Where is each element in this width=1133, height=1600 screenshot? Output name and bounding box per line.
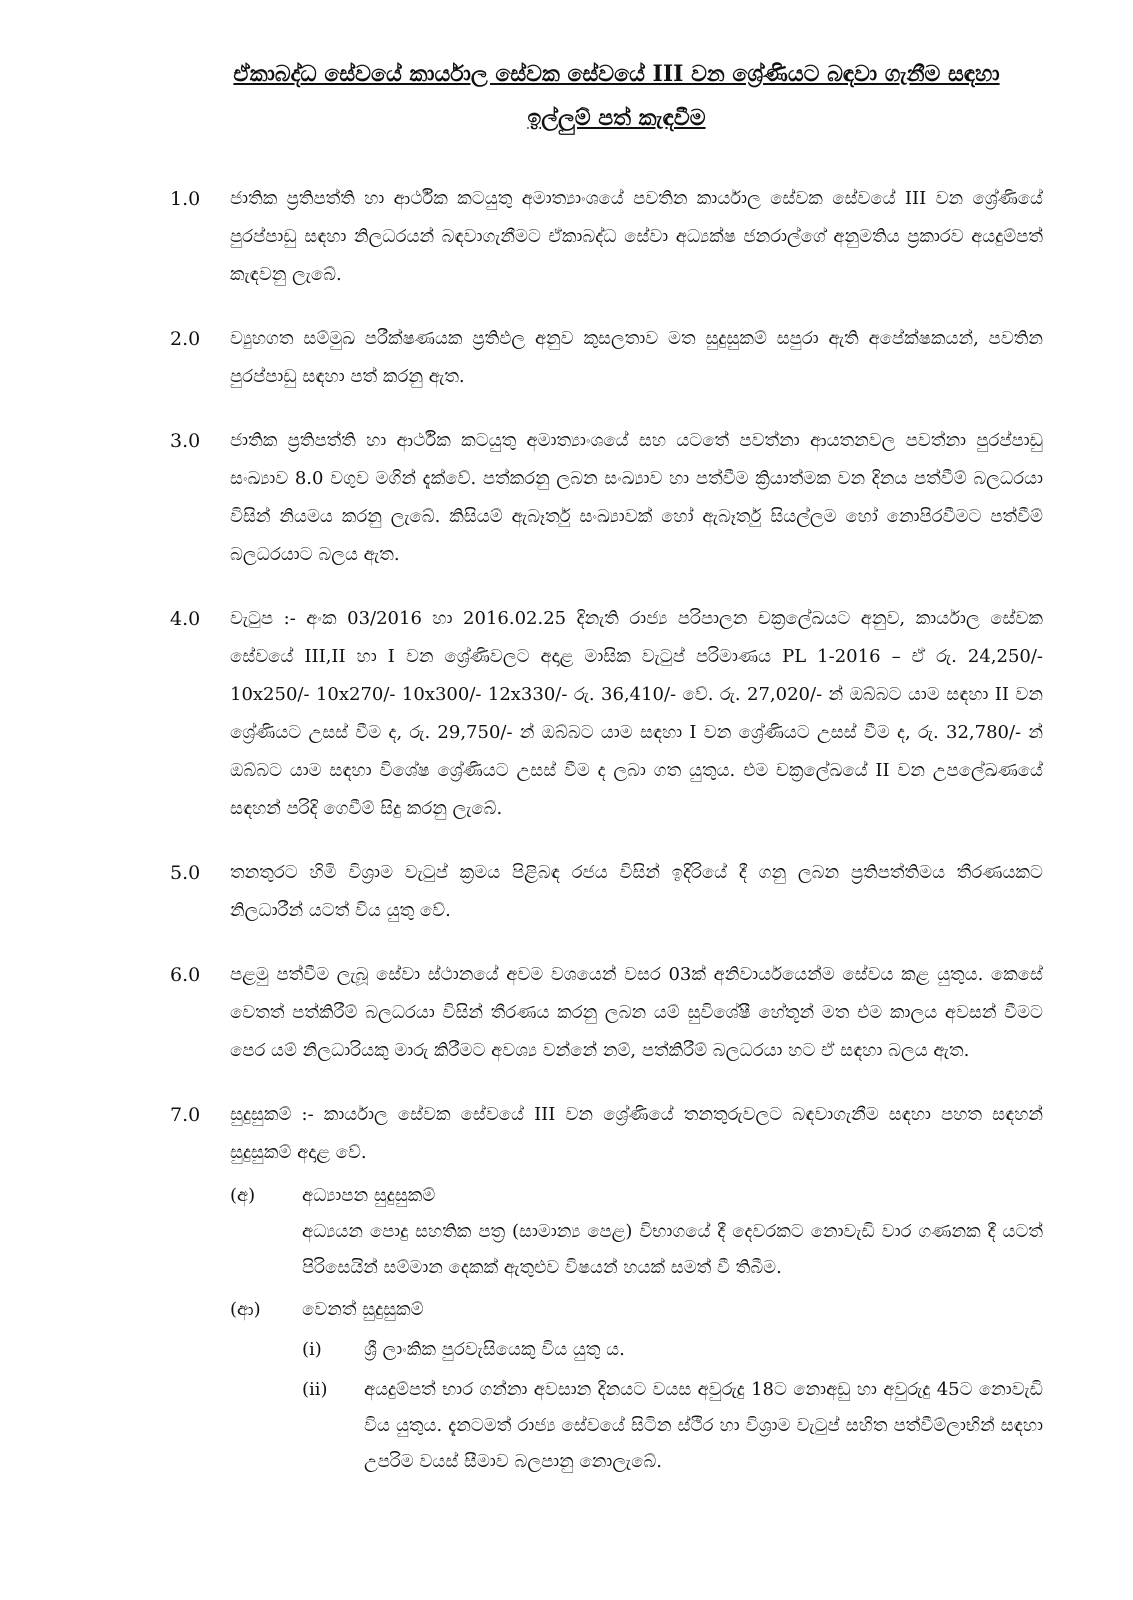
- section-number: 5.0: [170, 862, 201, 884]
- section-number: 4.0: [170, 608, 201, 630]
- subsection-text: අධ්‍යයන පොදු සහතික පත්‍ර (සාමාන්‍ය පෙළ) විභාගයේ දී දෙවරකට නොවැඩි වාර ගණනක දී යටත් පිරිසෙයින් සම්මාන දෙකක් ඇතුළුව විෂයන් හයක් සමත් වී තිබීම.: [302, 1221, 1043, 1278]
- list-item-text: ශ්‍රී ලාංකික පුරවැසියෙකු විය යුතු ය.: [364, 1339, 625, 1360]
- section-text: වැටුප :- අංක 03/2016 හා 2016.02.25 දිනැති රාජ්‍ය පරිපාලන චක්‍රලේඛයට අනුව, කාර්යාල සේවක සේවයේ III,II හා I වන ශ්‍රේණිවලට අදාළ මාසික වැටුප් පරිමාණය PL 1-2016 – ඒ රු. 24,250/- 10x250/- 10x270/- 10x300/- 12x330/- රු. 36,410/- වේ. රු. 27,020/- න් ඔබ්බට යාම සඳහා II වන ශ්‍රේණියට උසස් වීම ද, රු. 29,750/- න් ඔබ්බට යාම සඳහා I වන ශ්‍රේණියට උසස් වීම ද, රු. 32,780/- න් ඔබ්බට යාම සඳහා විශේෂ ශ්‍රේණියට උසස් වීම ද ලබා ගත යුතුය. එම චක්‍රලේඛයේ II වන උපලේඛණයේ සඳහන් පරිදි ගෙවීම් සිදු කරනු ලැබේ.: [230, 608, 1043, 819]
- subsection-other: [230, 1292, 1043, 1328]
- section-number: 3.0: [170, 430, 201, 452]
- subsection-content: [302, 1178, 1043, 1286]
- subsection-education: [230, 1178, 1043, 1286]
- section-3: [170, 422, 1043, 574]
- section-5: [170, 854, 1043, 930]
- section-text: ජාතික ප්‍රතිපත්ති හා ආර්ථික කටයුතු අමාත්‍යාංශයේ පවතින කාර්යාල සේවක සේවයේ III වන ශ්‍රේණියේ පුරප්පාඩු සඳහා නිලධරයන් බඳවාගැනීමට ඒකාබද්ධ සේවා අධ්‍යක්ෂ ජනරාල්ගේ අනුමතිය ප්‍රකාරව අයදුම්පත් කැඳවනු ලැබේ.: [230, 188, 1043, 285]
- section-number: 6.0: [170, 964, 201, 986]
- section-2: [170, 320, 1043, 396]
- section-text: ජාතික ප්‍රතිපත්ති හා ආර්ථික කටයුතු අමාත්‍යාංශයේ සහ යටතේ පවත්නා ආයතනවල පවත්නා පුරප්පාඩු සංඛ්‍යාව 8.0 වගුව මගින් දැක්වේ. පත්කරනු ලබන සංඛ්‍යාව හා පත්වීම ක්‍රියාත්මක වන දිනය පත්වීම් බලධරයා විසින් නියමය කරනු ලැබේ. කිසියම් ඇබෑර්තු සංඛ්‍යාවක් හෝ ඇබෑර්තු සියල්ලම හෝ නොපිරවීමට පත්වීම් බලධරයාට බලය ඇත.: [230, 430, 1043, 565]
- list-item: [302, 1372, 1043, 1480]
- section-number: 1.0: [170, 188, 201, 210]
- subsection-title: වෙනත් සුදුසුකම්: [302, 1299, 424, 1320]
- title-line-2: ඉල්ලුම් පත් කැඳවීම: [527, 105, 706, 131]
- list-item: [302, 1332, 1043, 1368]
- subsection-content: [302, 1292, 1043, 1328]
- section-7: [170, 1096, 1043, 1480]
- section-number: 7.0: [170, 1104, 201, 1126]
- subsection-label: (ආ): [230, 1299, 261, 1320]
- section-content: [230, 1096, 1043, 1480]
- section-6: [170, 956, 1043, 1070]
- section-text: සුදුසුකම් :- කාර්යාල සේවක සේවයේ III වන ශ්‍රේණියේ තනතුරුවලට බඳවාගැනීම සඳහා පහත සඳහන් සුදුසුකම් අදාළ වේ.: [230, 1104, 1043, 1163]
- title-line-1: ඒකාබද්ධ සේවයේ කාර්යාල සේවක සේවයේ III වන ශ්‍රේණියට බඳවා ගැනීම සඳහා: [233, 61, 1000, 87]
- subsection-label: (අ): [230, 1185, 256, 1206]
- subsection-title: අධ්‍යාපන සුදුසුකම්: [302, 1185, 436, 1206]
- section-text: පළමු පත්වීම ලැබූ සේවා ස්ථානයේ අවම වශයෙන් වසර 03ක් අනිවාර්යයෙන්ම සේවය කළ යුතුය. කෙසේ වෙතත් පත්කිරීම් බලධරයා විසින් තීරණය කරනු ලබන යම් සුවිශේෂී හේතූන් මත එම කාලය අවසන් වීමට පෙර යම් නිලධාරියකු මාරු කිරීමට අවශ්‍ය වන්නේ නම්, පත්කිරීම් බලධරයා හට ඒ සඳහා බලය ඇත.: [230, 964, 1043, 1061]
- section-4: [170, 600, 1043, 828]
- section-number: 2.0: [170, 328, 201, 350]
- section-text: ව්‍යුහගත සම්මුඛ පරීක්ෂණයක ප්‍රතිඵල අනුව කුසලතාව මත සුදුසුකම් සපුරා ඇති අපේක්ෂකයන්, පවතින පුරප්පාඩු සඳහා පත් කරනු ඇත.: [230, 328, 1043, 387]
- list-item-label: (i): [302, 1339, 322, 1360]
- list-item-text: අයදුම්පත් භාර ගන්නා අවසාන දිනයට වයස අවුරුදු 18ට නොඅඩු හා අවුරුදු 45ට නොවැඩි විය යුතුය. දැනටමත් රාජ්‍ය සේවයේ සිටින ස්ථිර හා විශ්‍රාම වැටුප් සහිත පත්වීම්ලාභින් සඳහා උපරිම වයස් සීමාව බලපානු නොලැබේ.: [364, 1379, 1043, 1472]
- section-text: තනතුරට හිමි විශ්‍රාම වැටුප් ක්‍රමය පිළිබඳ රජය විසින් ඉදිරියේ දී ගනු ලබන ප්‍රතිපත්තිමය තීරණයකට නිලධාරීන් යටත් විය යුතු වේ.: [230, 862, 1043, 921]
- section-1: [170, 180, 1043, 294]
- list-item-label: (ii): [302, 1379, 328, 1400]
- document-title: [170, 52, 1063, 140]
